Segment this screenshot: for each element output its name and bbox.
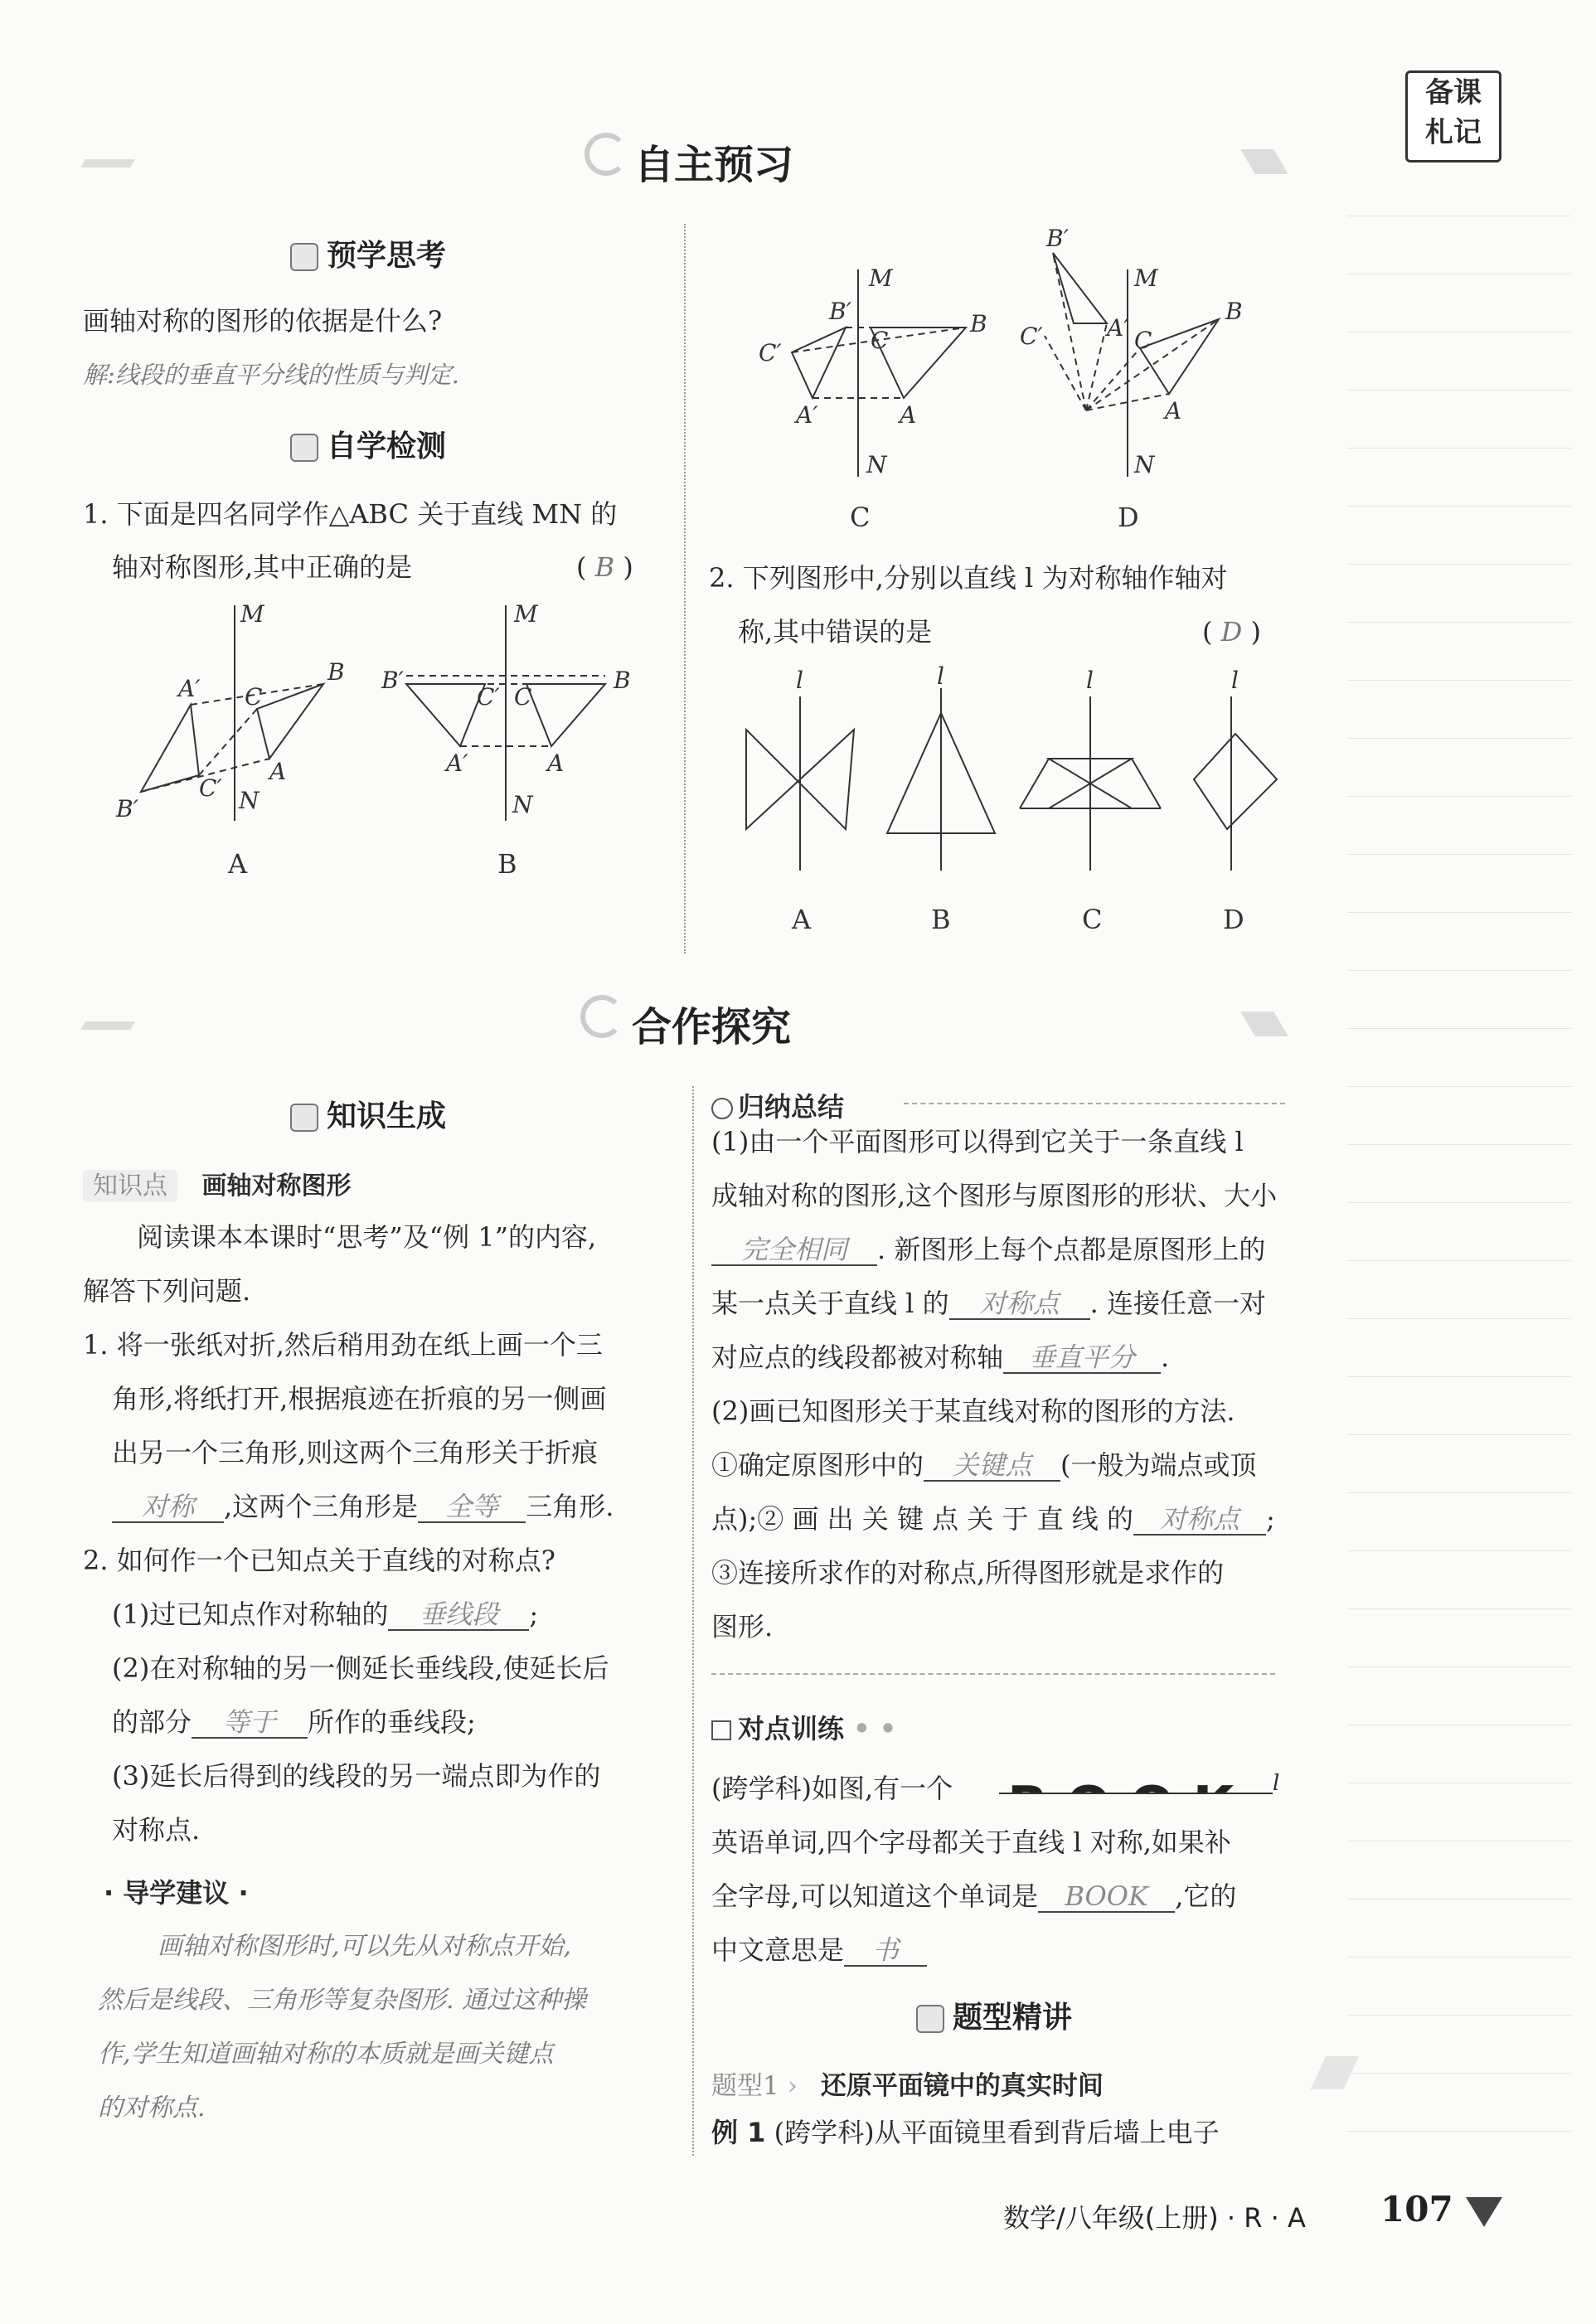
train-l3: 全字母,可以知道这个单词是 BOOK ,它的 [711,1880,1237,1912]
tip-l4: 的对称点. [98,2094,206,2123]
label-l: l [1086,667,1094,694]
train-l1: (跨学科)如图,有一个 [711,1773,953,1804]
label-N: N [1134,451,1155,478]
section2-bar-right [1240,1012,1288,1036]
label-C: C [1134,327,1152,354]
label-B1: B′ [829,298,851,325]
example-text: (跨学科)从平面镜里看到背后墙上电子 [774,2117,1220,2148]
q2-fig-label-B: B [931,904,951,935]
label-B: B [970,310,987,337]
summary-dash-bottom [711,1673,1275,1675]
label-C1: C′ [199,774,222,802]
page-number: 107 [1380,2189,1453,2229]
section1-icon [585,133,628,176]
tip-l3: 作,学生知道画轴对称的本质就是画关键点 [98,2040,554,2069]
section2-bar-left [80,1021,135,1030]
q1-line2: 轴对称图形,其中正确的是 [112,551,413,583]
label-A1: A′ [446,750,468,777]
label-N: N [866,451,887,478]
sum-l1: (1)由一个平面图形可以得到它关于一条直线 l [711,1126,1244,1157]
label-l: l [1231,667,1239,694]
k-q1-l1: 1. 将一张纸对折,然后稍用劲在纸上画一个三 [83,1329,603,1361]
section1-bar-left [80,159,135,167]
q2-line2: 称,其中错误的是 [738,616,933,648]
k-q1-l4: 对称 ,这两个三角形是 全等 三角形. [112,1480,614,1534]
label-C1: C′ [759,339,782,366]
book-icon [290,1104,318,1132]
label-M: M [869,264,893,292]
label-B: B [327,658,345,686]
blank-book[interactable]: BOOK [1038,1882,1175,1913]
label-N: N [512,791,533,818]
fig-label-C: C [850,502,871,533]
type-title: 还原平面镜中的真实时间 [820,2071,1104,2101]
tip-title: · 导学建议 · [104,1877,249,1909]
label-B1: B′ [381,667,404,694]
training-heading: 对点训练 • • [711,1708,896,1746]
point-title: 画轴对称图形 [201,1172,352,1201]
summary-heading: 归纳总结 [711,1086,844,1124]
point-tag: 知识点 [83,1170,177,1202]
fig-label-B: B [497,848,517,880]
q1-figure-cd [730,216,1327,547]
summary-dash-top [904,1103,1285,1104]
sum-l3: 完全相同 . 新图形上每个点都是原图形上的 [711,1223,1265,1277]
q2-fig-label-C: C [1082,904,1103,935]
label-A1: A′ [1107,314,1129,342]
blank-equal[interactable]: 等于 [192,1708,308,1739]
section2-title: 合作探究 [632,1004,792,1050]
sum-l2: 成轴对称的图形,这个图形与原图形的形状、大小 [711,1180,1278,1211]
example-row [711,2106,1220,2160]
label-A1: A′ [796,401,818,429]
intro-1: 阅读课本本课时“思考”及“例 1”的内容, [137,1221,597,1253]
preview-heading: 预学思考 [290,232,446,274]
axis-line [999,1793,1273,1794]
preview-answer: 解:线段的垂直平分线的性质与判定. [83,361,459,389]
train-l4: 中文意思是 书 [711,1924,927,1977]
label-A: A [269,758,287,785]
tip-l2: 然后是线段、三角形等复杂图形. 通过这种操 [98,1986,587,2015]
check-heading: 自学检测 [290,423,446,465]
q2-figures [730,663,1327,945]
badge-line2: 札记 [1425,116,1482,149]
footer-arrow-icon [1466,2197,1502,2227]
label-B: B [614,667,631,694]
label-C: C [245,683,263,711]
footer-book: 数学/八年级(上册) · R · A [1003,2202,1306,2234]
q2-answer: ( D ) [1202,616,1261,648]
sum-l4: 某一点关于直线 l 的 对称点 . 连接任意一对 [711,1288,1266,1319]
k-q2: 2. 如何作一个已知点关于直线的对称点? [83,1545,555,1576]
intro-2: 解答下列问题. [83,1275,251,1307]
label-M: M [514,600,538,628]
label-l: l [796,667,803,694]
label-A: A [1165,397,1182,425]
example-label: 例 1 [711,2117,766,2148]
knowledge-point [83,1165,352,1201]
fig-label-A: A [228,848,248,880]
label-B1: B′ [1046,225,1069,252]
blank-perp-bisect[interactable]: 垂直平分 [1003,1343,1161,1374]
type-row: 题型1 › 还原平面镜中的真实时间 [711,2071,1104,2101]
label-l: l [937,663,944,690]
train-l2: 英语单词,四个字母都关于直线 l 对称,如果补 [711,1827,1231,1858]
sum-l6: (2)画已知图形关于某直线对称的图形的方法. [711,1395,1235,1427]
sum-l8: 点);② 画 出 关 键 点 关 于 直 线 的 对称点 ; [711,1503,1275,1535]
types-heading: 题型精讲 [916,1994,1072,2036]
word-mask [999,1793,1281,1814]
label-M: M [1134,264,1158,292]
tip-l1: 画轴对称图形时,可以先从对称点开始, [158,1932,572,1961]
check-icon [290,434,318,462]
sum-l7: ①确定原图形中的 关键点 (一般为端点或顶 [711,1449,1257,1481]
label-C1: C′ [477,683,500,711]
label-A: A [900,401,917,429]
corner-badge [1405,70,1501,163]
sum-l9: ③连接所求作的对称点,所得图形就是求作的 [711,1557,1225,1589]
section1-bar-right [1240,149,1288,174]
label-C: C [514,683,532,711]
label-A: A [547,750,565,777]
label-C: C [871,327,889,354]
k-q2-2a: (2)在对称轴的另一侧延长垂线段,使延长后 [112,1652,609,1684]
label-B1: B′ [116,795,138,822]
k-q2-2b: 的部分 等于 所作的垂线段; [112,1706,476,1738]
label-N: N [239,787,260,814]
k-q2-1: (1)过已知点作对称轴的 垂线段 ; [112,1599,539,1630]
types-icon [916,2005,944,2033]
label-C1: C′ [1020,323,1043,350]
column-divider-1 [684,224,686,953]
blank-sym-point[interactable]: 对称点 [1133,1505,1266,1536]
label-B: B [1225,298,1243,325]
pencil-icon [711,1720,731,1740]
k-q2-3b: 对称点. [112,1814,201,1846]
section2-icon [580,995,623,1038]
type-tag: 题型1 [711,2071,779,2101]
knowledge-heading: 知识生成 [290,1093,446,1135]
axis-label: l [1273,1771,1280,1796]
label-M: M [240,600,264,628]
q2-fig-label-A: A [792,904,812,935]
blank-symmetric-point[interactable]: 对称点 [949,1289,1090,1320]
k-q2-3a: (3)延长后得到的线段的另一端点即为作的 [112,1760,601,1792]
blank-symmetric[interactable]: 对称 [112,1492,224,1523]
fig-label-D: D [1118,502,1139,533]
book-word-figure [999,1764,1289,1814]
blank-key-point[interactable]: 关键点 [924,1451,1060,1482]
sum-l10: 图形. [711,1611,774,1642]
blank-congruent[interactable]: 全等 [418,1492,526,1523]
k-q1-l3: 出另一个三角形,则这两个三角形关于折痕 [112,1437,599,1468]
section1-title: 自主预习 [634,142,794,188]
label-A1: A′ [178,675,201,702]
sum-l5: 对应点的线段都被对称轴 垂直平分 . [711,1342,1170,1373]
q1-line1: 1. 下面是四名同学作△ABC 关于直线 MN 的 [83,498,618,530]
badge-line1: 备课 [1425,76,1482,109]
note-icon [290,243,318,271]
q1-figure-ab [99,597,680,887]
k-q1-l2: 角形,将纸打开,根据痕迹在折痕的另一侧画 [112,1383,607,1414]
blank-shu[interactable]: 书 [844,1936,927,1967]
blank-identical[interactable]: 完全相同 [711,1235,877,1266]
column-divider-2 [692,1086,694,2156]
preview-question: 画轴对称的图形的依据是什么? [83,305,443,337]
q1-answer: ( B ) [576,551,633,583]
blank-perpendicular[interactable]: 垂线段 [388,1600,529,1631]
q2-fig-label-D: D [1223,904,1244,935]
q2-line1: 2. 下列图形中,分别以直线 l 为对称轴作轴对 [709,562,1228,594]
